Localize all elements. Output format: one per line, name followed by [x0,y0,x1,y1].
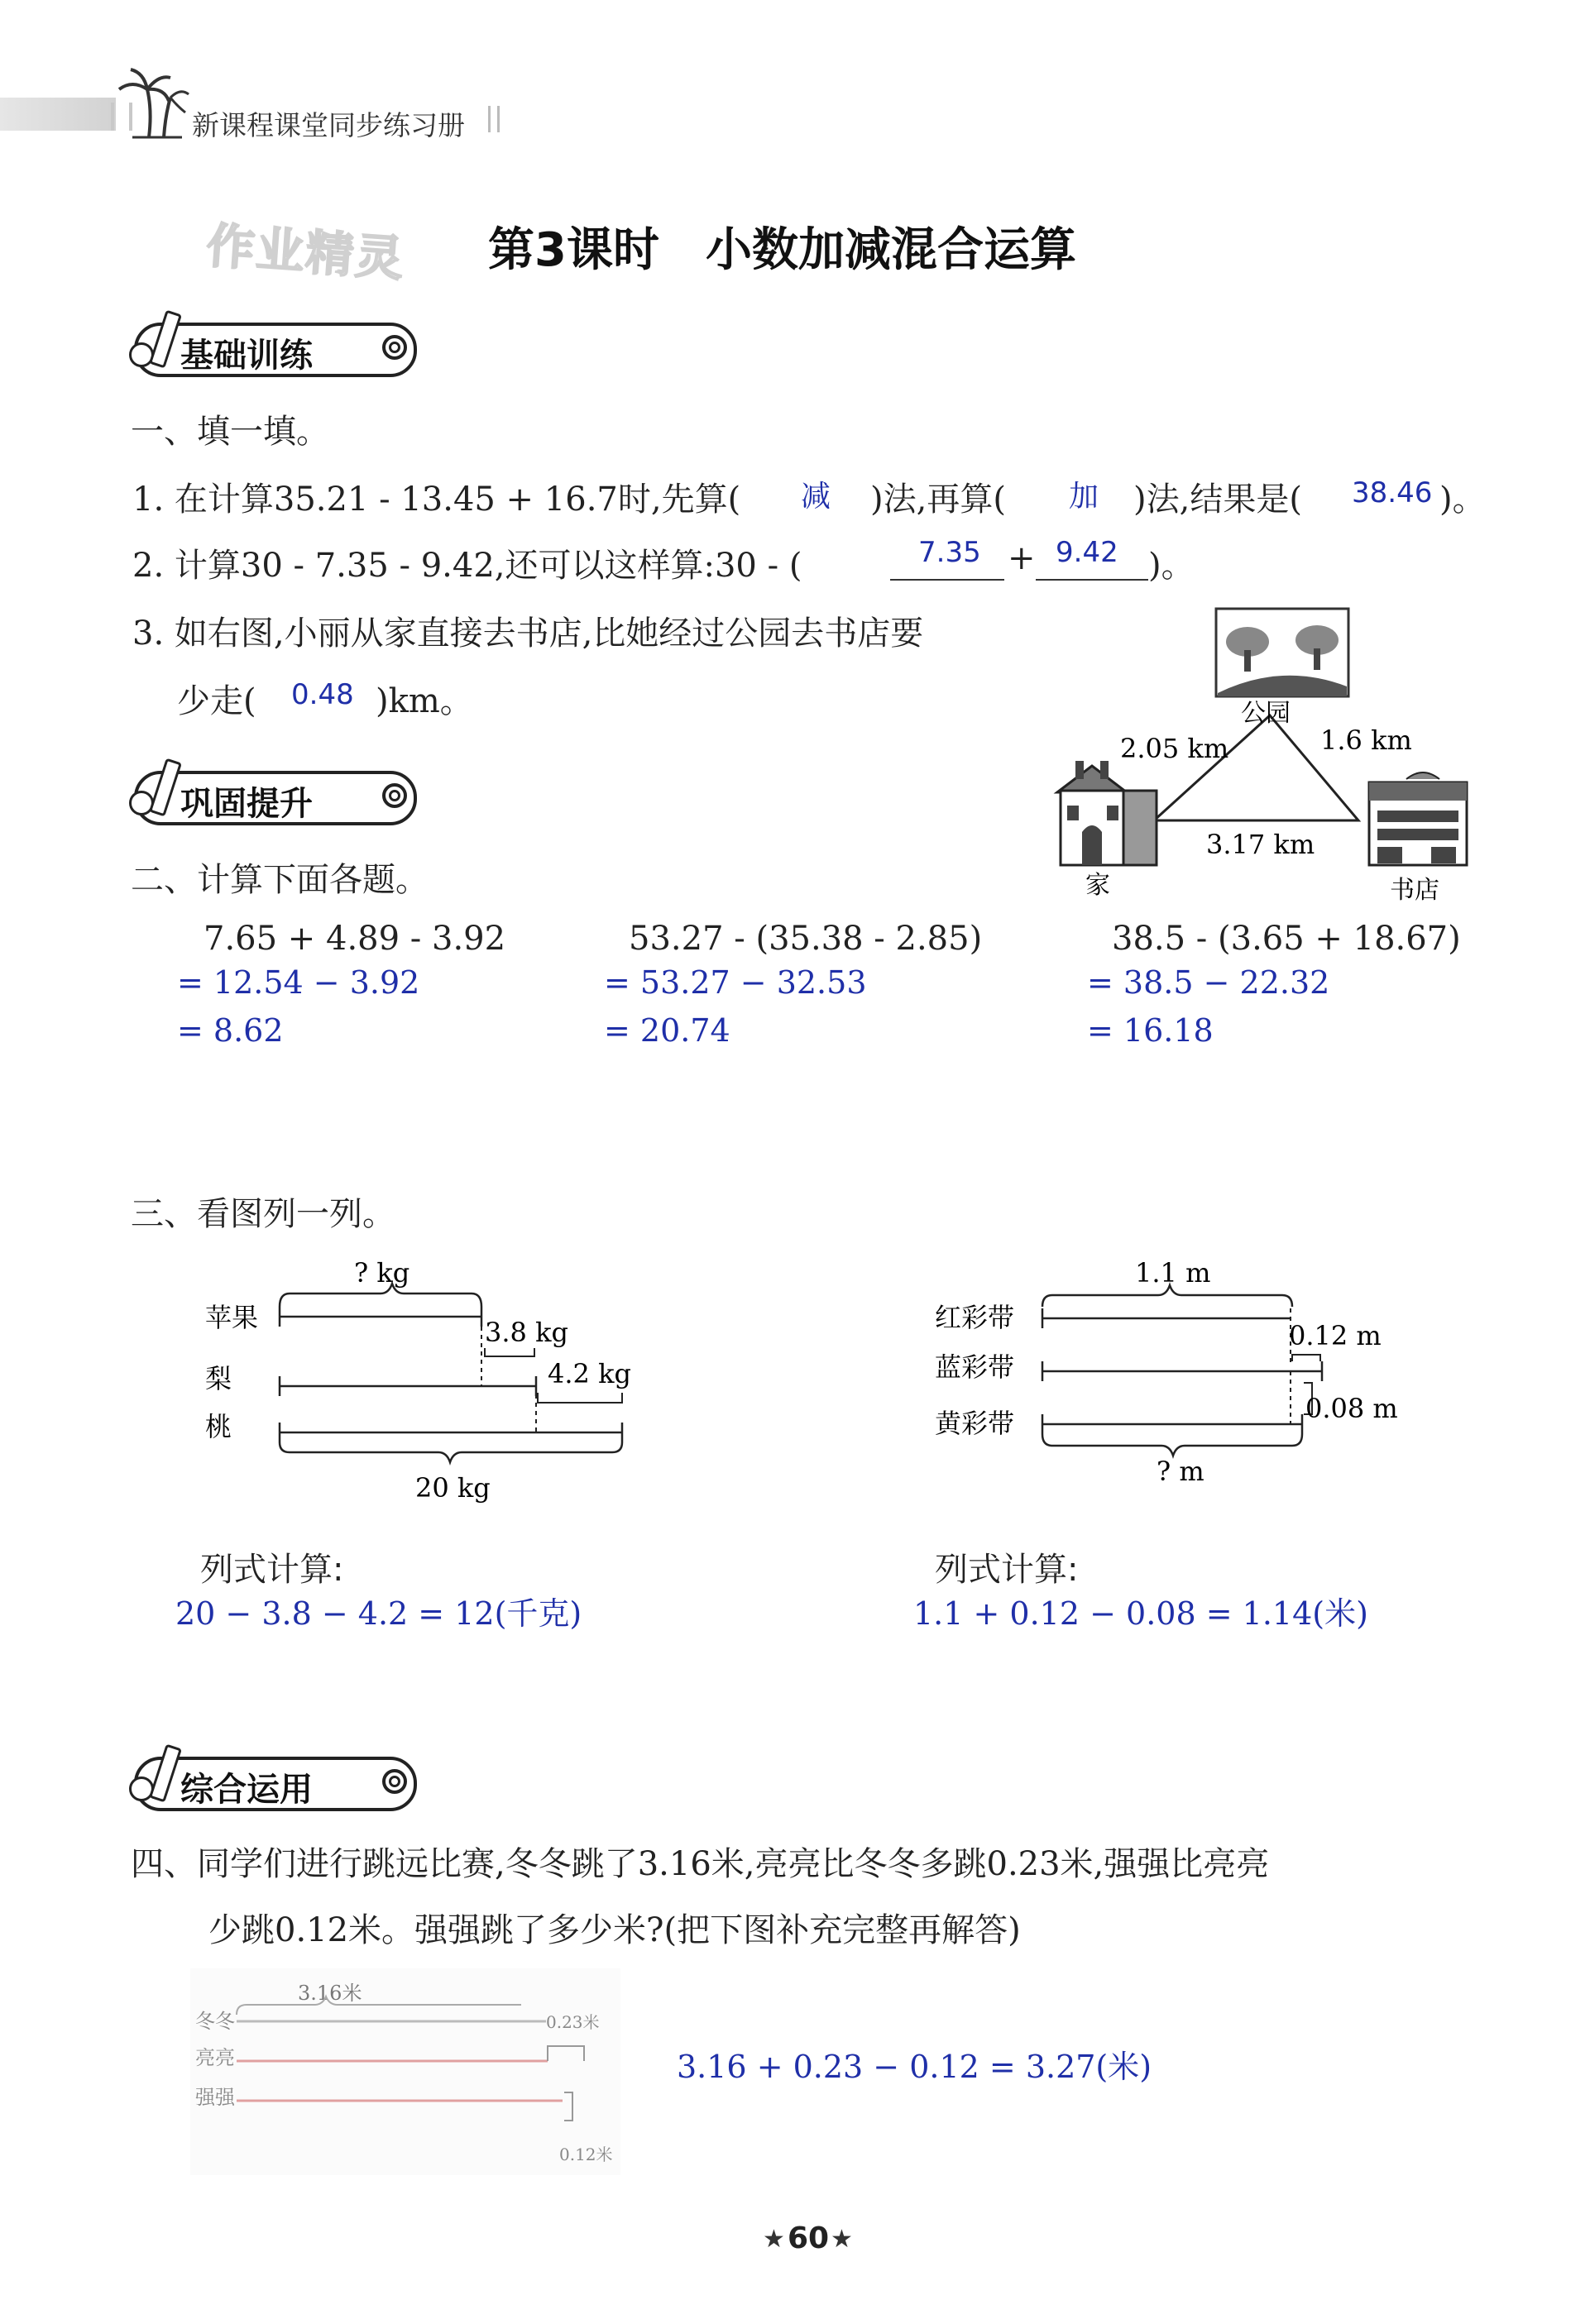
red-length-label: 1.1 m [1135,1257,1211,1289]
watermark-logo: 作业精灵 [204,217,407,288]
q1-text-d: )。 [1439,481,1486,519]
part4-line2: 少跳0.12米。强强跳了多少米?(把下图补充完整再解答) [208,1911,1021,1949]
q1-answer-b: 加 [1069,480,1099,514]
route-map-diagram [1042,604,1489,910]
part1-heading: 一、填一填。 [131,413,329,451]
ribbon-unknown-label: ? m [1157,1456,1204,1487]
section-label: 基础训练 [180,337,313,375]
q2-plus: + [1008,539,1036,577]
ribbon-diff-1: 0.12 m [1289,1320,1382,1351]
long-jump-diagram [190,1968,620,2175]
q3-line1: 3. 如右图,小丽从家直接去书店,比她经过公园去书店要 [132,614,924,653]
calc-1-expr: 7.65 + 4.89 - 3.92 [204,920,506,958]
right-diagram-answer: 1.1 + 0.12 − 0.08 = 1.14(米) [913,1595,1368,1632]
section-label: 巩固提升 [180,785,313,823]
home-store-distance: 3.17 km [1206,829,1315,860]
section-badge-comprehensive [134,1757,417,1811]
home-building-icon [1057,761,1157,865]
q1-text-c: )法,结果是( [1133,481,1302,519]
total-label: 20 kg [415,1472,491,1504]
left-diagram-answer: 20 − 3.8 − 4.2 = 12(千克) [175,1595,582,1632]
blue-ribbon-label: 蓝彩带 [935,1351,1015,1383]
park-label: 公园 [1241,699,1291,728]
dongdong-label: 冬冬 [195,2010,235,2033]
bookstore-label: 书店 [1390,876,1439,905]
ribbon-diff-2: 0.08 m [1305,1393,1398,1424]
calc-1-step1: = 12.54 − 3.92 [177,964,420,1001]
calc-3-step1: = 38.5 − 22.32 [1087,964,1330,1001]
calc-2-step2: = 20.74 [604,1012,730,1049]
diff-label-2: 4.2 kg [548,1358,631,1389]
apple-label: 苹果 [205,1302,259,1333]
calc-2-step1: = 53.27 − 32.53 [604,964,867,1001]
apple-unknown-label: ? kg [354,1257,410,1289]
fruit-weight-diagram [190,1241,654,1513]
header-end-bars [488,106,500,132]
home-park-distance: 2.05 km [1120,733,1229,764]
qiangqiang-label: 强强 [195,2086,235,2109]
q1-answer-c: 38.46 [1352,476,1433,509]
calc-label-right: 列式计算: [935,1551,1079,1589]
book-title: 新课程课堂同步练习册 [192,109,465,141]
q1-answer-a: 减 [801,480,831,514]
pencil-icon [149,758,182,817]
q3-line2-a: 少走( [177,682,256,720]
section-badge-consolidate [134,771,417,825]
lesson-title: 第3课时 小数加减混合运算 [488,223,1076,277]
calc-label-left: 列式计算: [200,1551,344,1589]
pencil-icon [149,310,182,369]
red-ribbon-label: 红彩带 [935,1302,1015,1333]
dongdong-length: 3.16米 [298,1982,362,2005]
pear-label: 梨 [205,1363,232,1394]
q1-text-a: 1. 在计算35.21 - 13.45 + 16.7时,先算( [132,481,741,519]
star-right-icon: ★ [831,2225,853,2254]
jump-diff-2: 0.12米 [559,2145,613,2164]
q2-blank-b [1036,579,1148,581]
palm-tree-icon [116,65,190,139]
q2-answer-a: 7.35 [918,536,981,569]
bookstore-building-icon [1369,772,1467,865]
part3-heading: 三、看图列一列。 [131,1195,395,1233]
section-badge-basic [134,323,417,377]
part2-heading: 二、计算下面各题。 [131,861,429,899]
calc-3-step2: = 16.18 [1087,1012,1214,1049]
park-picture-icon [1216,609,1348,696]
q3-answer: 0.48 [291,678,354,711]
q2-text-b: )。 [1148,547,1195,585]
part4-line1: 四、同学们进行跳远比赛,冬冬跳了3.16米,亮亮比冬冬多跳0.23米,强强比亮亮 [131,1845,1270,1883]
park-store-distance: 1.6 km [1320,724,1412,756]
peach-label: 桃 [205,1411,232,1442]
ribbon-length-diagram [927,1241,1439,1497]
diff-label-1: 3.8 kg [485,1317,568,1348]
calc-1-step2: = 8.62 [177,1012,284,1049]
liangliang-label: 亮亮 [195,2046,235,2069]
header-band [0,98,116,131]
q2-blank-a [890,579,1004,581]
page-number: 60 [788,2221,830,2255]
home-label: 家 [1085,871,1110,900]
q1-text-b: )法,再算( [870,481,1006,519]
q2-answer-b: 9.42 [1056,536,1118,569]
pencil-icon [149,1744,182,1803]
part4-answer: 3.16 + 0.23 − 0.12 = 3.27(米) [677,2049,1152,2085]
star-left-icon: ★ [763,2225,785,2254]
q3-line2-b: )km。 [376,682,473,720]
calc-3-expr: 38.5 - (3.65 + 18.67) [1112,920,1461,958]
section-label: 综合运用 [180,1771,313,1809]
jump-diff-1: 0.23米 [546,2012,600,2032]
q2-text-a: 2. 计算30 - 7.35 - 9.42,还可以这样算:30 - ( [132,547,802,585]
yellow-ribbon-label: 黄彩带 [935,1408,1015,1439]
calc-2-expr: 53.27 - (35.38 - 2.85) [629,920,983,958]
